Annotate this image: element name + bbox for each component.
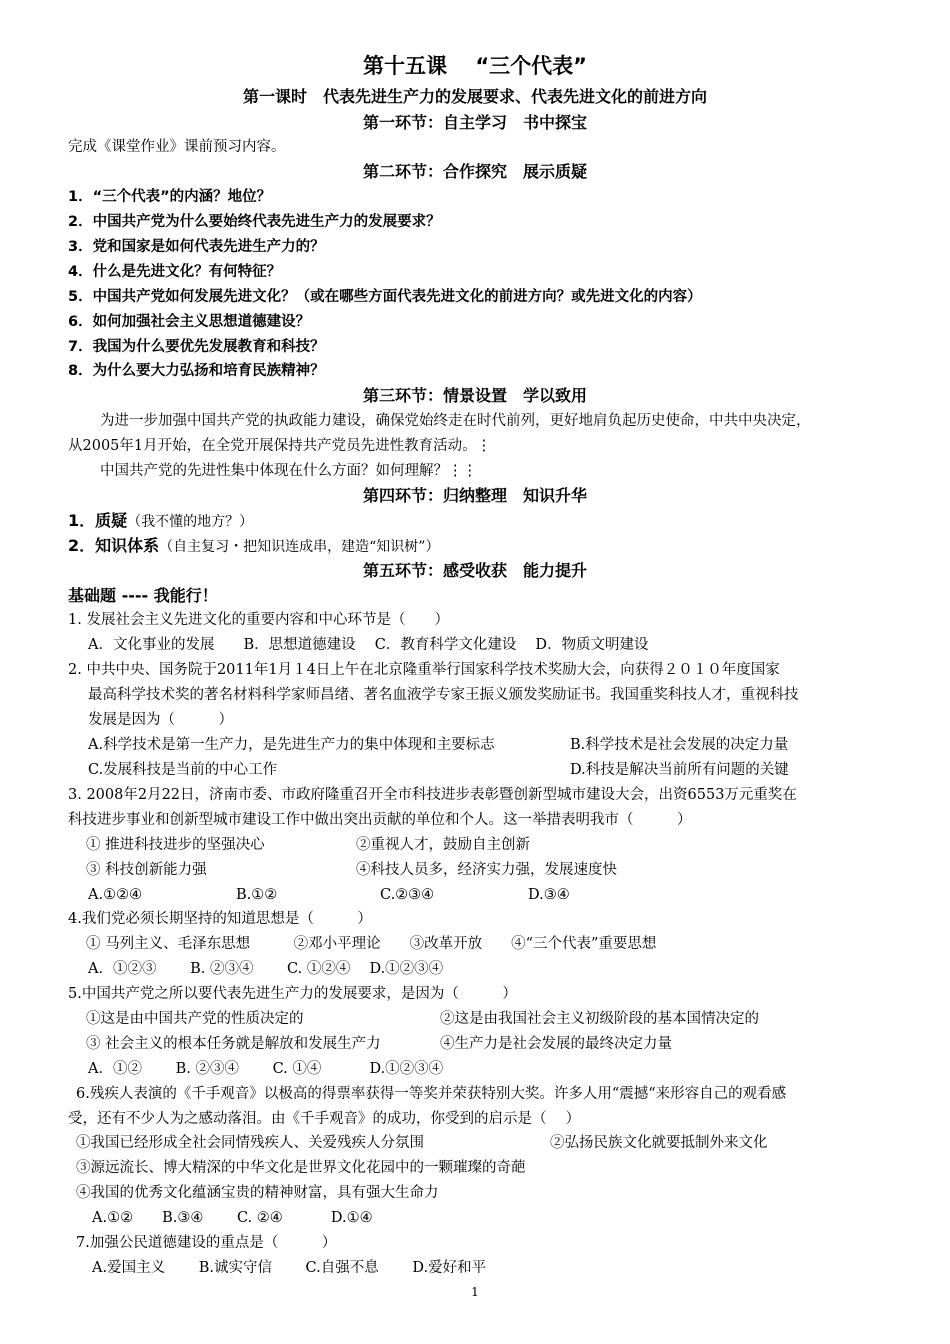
summary-item-knowledge bbox=[68, 536, 439, 557]
statement-item: ④我国的优秀文化蕴涵宝贵的精神财富，具有强大生命力 bbox=[76, 1185, 439, 1201]
option-a: A.①②④ bbox=[88, 887, 143, 903]
section-heading-1: 第一环节：自主学习 书中探宝 bbox=[362, 113, 587, 132]
section-heading-5: 第五环节：感受收获 能力提升 bbox=[362, 561, 587, 580]
option-b: B.①② bbox=[236, 887, 278, 903]
summary-item-note: （自主复习・把知识连成串，建造“知识树”） bbox=[159, 539, 440, 555]
exercise-heading: 基础题 ---- 我能行！ bbox=[68, 586, 218, 605]
scenario-paragraph-line: 从2005年1月开始，在全党开展保持共产党员先进性教育活动。⋮ bbox=[68, 438, 492, 454]
option-c: C.②③④ bbox=[380, 887, 435, 903]
exercise-question-5: 5.中国共产党之所以要代表先进生产力的发展要求，是因为（ ） bbox=[68, 986, 517, 1002]
statement-item: ④科技人员多，经济实力强，发展速度快 bbox=[356, 862, 617, 878]
lesson-subtitle: 第一课时 代表先进生产力的发展要求、代表先进文化的前进方向 bbox=[242, 87, 707, 106]
statement-item: ①我国已经形成全社会同情残疾人、关爱残疾人分氛围 bbox=[76, 1135, 424, 1151]
question-item: 3．党和国家是如何代表先进生产力的？ bbox=[68, 239, 325, 255]
statement-item: ④生产力是社会发展的最终决定力量 bbox=[440, 1036, 672, 1052]
exercise-options: A．①② B. ②③④ C. ①④ D.①②③④ bbox=[88, 1061, 444, 1077]
exercise-options: A.爱国主义 B.诚实守信 C.自强不息 D.爱好和平 bbox=[92, 1260, 487, 1276]
exercise-question-4: 4.我们党必须长期坚持的知道思想是（ ） bbox=[68, 911, 372, 927]
option-c: C.发展科技是当前的中心工作 bbox=[88, 762, 278, 778]
summary-item-note: （我不懂的地方？） bbox=[127, 514, 254, 530]
question-item: 4．什么是先进文化？有何特征？ bbox=[68, 264, 282, 280]
option-d: D.③④ bbox=[528, 887, 570, 903]
exercise-question-line: 受，还有不少人为之感动落泪。由《千手观音》的成功，你受到的启示是（ ） bbox=[68, 1111, 581, 1127]
exercise-question-2: 2. 中共中央、国务院于2011年1月１4日上午在北京隆重举行国家科学技术奖励大会，向获得２０１０年度国家 bbox=[68, 662, 780, 678]
exercise-question-line: 发展是因为（ ） bbox=[88, 712, 233, 728]
summary-item-doubts bbox=[68, 511, 253, 532]
section-heading-3: 第三环节：情景设置 学以致用 bbox=[362, 386, 587, 405]
question-item: 2．中国共产党为什么要始终代表先进生产力的发展要求？ bbox=[68, 214, 441, 230]
exercise-options: A.①② B.③④ C. ②④ D.①④ bbox=[92, 1210, 373, 1226]
summary-item-label: 1．质疑 bbox=[68, 511, 128, 530]
scenario-question: 中国共产党的先进性集中体现在什么方面？如何理解？⋮⋮ bbox=[100, 463, 477, 479]
question-item: 6．如何加强社会主义思想道德建设？ bbox=[68, 314, 311, 330]
page-title: 第十五课 “三个代表” bbox=[363, 54, 587, 78]
statement-item: ①这是由中国共产党的性质决定的 bbox=[86, 1011, 304, 1027]
question-item: 5．中国共产党如何发展先进文化？（或在哪些方面代表先进文化的前进方向？或先进文化的内容） bbox=[68, 289, 702, 305]
statement-item: ① 推进科技进步的坚强决心 bbox=[86, 837, 265, 853]
exercise-question-3: 3. 2008年2月22日，济南市委、市政府隆重召开全市科技进步表彰暨创新型城市建设大会，出资6553万元重奖在 bbox=[68, 787, 797, 803]
question-item: 7．我国为什么要优先发展教育和科技？ bbox=[68, 339, 325, 355]
option-a: A.科学技术是第一生产力，是先进生产力的集中体现和主要标志 bbox=[88, 737, 495, 753]
statement-item: ③ 社会主义的根本任务就是解放和发展生产力 bbox=[86, 1036, 381, 1052]
exercise-options: A．文化事业的发展 B．思想道德建设 C．教育科学文化建设 D．物质文明建设 bbox=[88, 637, 649, 653]
question-item: 8．为什么要大力弘扬和培育民族精神？ bbox=[68, 363, 325, 379]
statement-item: ②这是由我国社会主义初级阶段的基本国情决定的 bbox=[440, 1011, 759, 1027]
exercise-question-1: 1. 发展社会主义先进文化的重要内容和中心环节是（ ） bbox=[68, 612, 449, 628]
statement-item: ②弘扬民族文化就要抵制外来文化 bbox=[550, 1135, 768, 1151]
option-d: D.科技是解决当前所有问题的关键 bbox=[570, 762, 789, 778]
summary-item-label: 2．知识体系 bbox=[68, 536, 160, 555]
section-heading-4: 第四环节：归纳整理 知识升华 bbox=[362, 486, 587, 505]
option-b: B.科学技术是社会发展的决定力量 bbox=[570, 737, 789, 753]
exercise-question-line: 科技进步事业和创新型城市建设工作中做出突出贡献的单位和个人。这一举措表明我市（ ） bbox=[68, 812, 692, 828]
statement-item: ②重视人才，鼓励自主创新 bbox=[356, 837, 530, 853]
page-number: 1 bbox=[471, 1285, 479, 1299]
statement-item: ③源远流长、博大精深的中华文化是世界文化花园中的一颗璀璨的奇葩 bbox=[76, 1160, 526, 1176]
exercise-options: A．①②③ B. ②③④ C. ①②④ D.①②③④ bbox=[88, 961, 444, 977]
statement-list: ① 马列主义、毛泽东思想 ②邓小平理论 ③改革开放 ④“三个代表”重要思想 bbox=[86, 936, 657, 952]
exercise-question-7: 7.加强公民道德建设的重点是（ ） bbox=[76, 1235, 337, 1251]
exercise-question-6: 6.残疾人表演的《千手观音》以极高的得票率获得一等奖并荣获特别大奖。许多人用“震撼“来形容自己的观看感 bbox=[76, 1086, 787, 1102]
section-heading-2: 第二环节：合作探究 展示质疑 bbox=[362, 162, 587, 181]
statement-item: ③ 科技创新能力强 bbox=[86, 862, 207, 878]
question-item: 1．“三个代表”的内涵？地位？ bbox=[68, 189, 272, 205]
exercise-question-line: 最高科学技术奖的著名材料科学家师昌绪、著名血液学专家王振义颁发奖励证书。我国重奖科技人才，重视科技 bbox=[88, 687, 799, 703]
scenario-paragraph-line: 为进一步加强中国共产党的执政能力建设，确保党始终走在时代前列，更好地肩负起历史使命，中共中央决定， bbox=[100, 413, 811, 429]
preview-instruction: 完成《课堂作业》课前预习内容。 bbox=[68, 139, 286, 155]
